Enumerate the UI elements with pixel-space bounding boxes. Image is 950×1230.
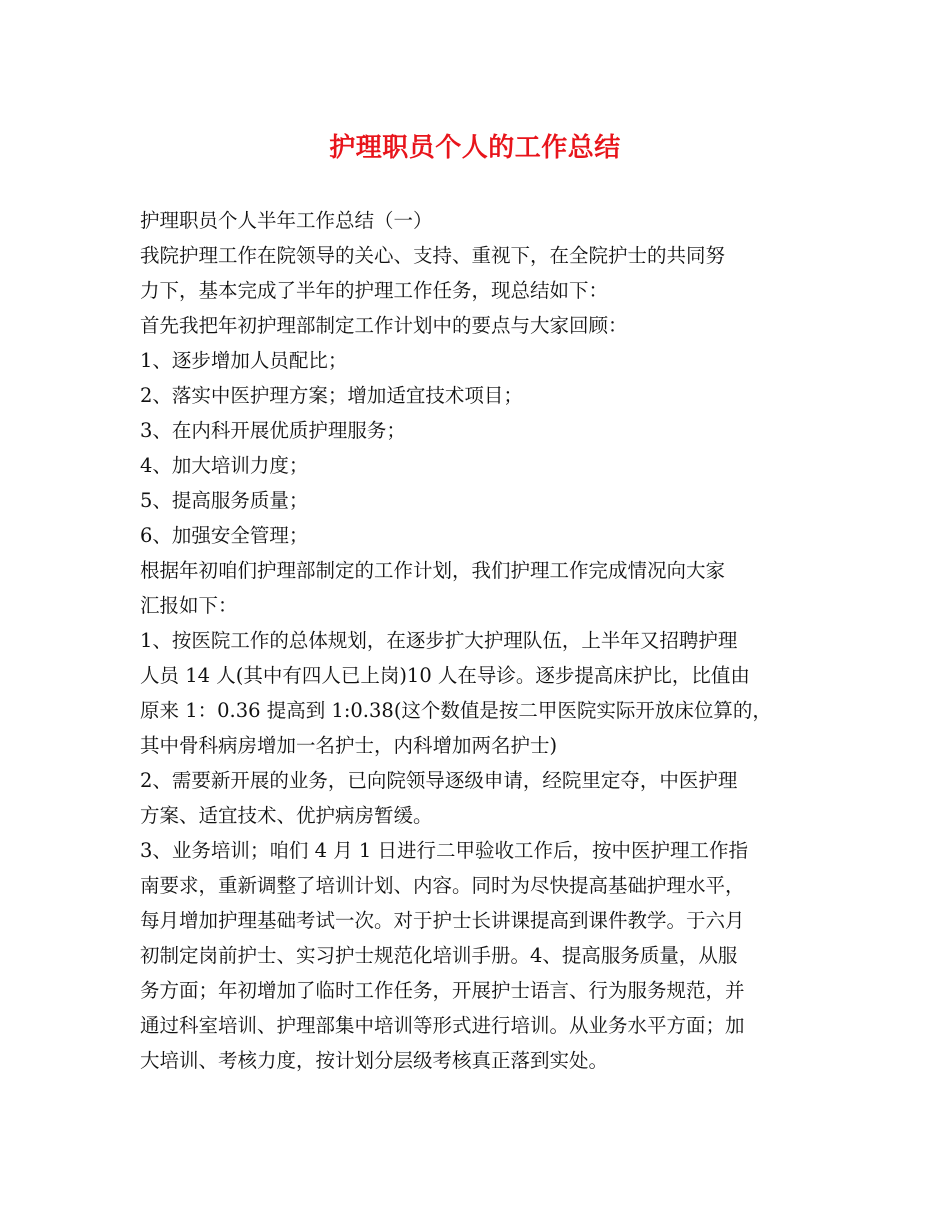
text-line: 2、需要新开展的业务，已向院领导逐级申请，经院里定夺，中医护理 — [140, 769, 738, 792]
text-line: 方案、适宜技术、优护病房暂缓。 — [140, 804, 433, 827]
text-line: 1、按医院工作的总体规划，在逐步扩大护理队伍，上半年又招聘护理 — [140, 629, 738, 652]
text-line: 3、在内科开展优质护理服务； — [140, 419, 406, 442]
text-line: 力下，基本完成了半年的护理工作任务，现总结如下： — [140, 279, 609, 302]
text-line: 3、业务培训；咱们 4 月 1 日进行二甲验收工作后，按中医护理工作指 — [140, 839, 749, 862]
text-line: 大培训、考核力度，按计划分层级考核真正落到实处。 — [140, 1049, 609, 1072]
text-line: 1、逐步增加人员配比； — [140, 349, 348, 372]
text-line: 其中骨科病房增加一名护士，内科增加两名护士) — [140, 734, 558, 757]
text-line: 人员 14 人(其中有四人已上岗)10 人在导诊。逐步提高床护比，比值由 — [140, 664, 750, 687]
text-line: 5、提高服务质量； — [140, 489, 309, 512]
text-line: 2、落实中医护理方案；增加适宜技术项目； — [140, 384, 523, 407]
document-body — [140, 203, 820, 1078]
text-line: 原来 1：0.36 提高到 1:0.38(这个数值是按二甲医院实际开放床位算的， — [140, 699, 772, 722]
text-line: 南要求，重新调整了培训计划、内容。同时为尽快提高基础护理水平， — [140, 874, 745, 897]
text-line: 4、加大培训力度； — [140, 454, 309, 477]
text-line: 通过科室培训、护理部集中培训等形式进行培训。从业务水平方面；加 — [140, 1014, 745, 1037]
text-line: 6、加强安全管理； — [140, 524, 309, 547]
document-title: 护理职员个人的工作总结 — [329, 133, 621, 163]
text-line: 初制定岗前护士、实习护士规范化培训手册。4、提高服务质量，从服 — [140, 944, 738, 967]
text-line: 护理职员个人半年工作总结（一） — [140, 209, 433, 232]
text-line: 务方面；年初增加了临时工作任务，开展护士语言、行为服务规范，并 — [140, 979, 745, 1002]
text-line: 首先我把年初护理部制定工作计划中的要点与大家回顾： — [140, 314, 628, 337]
text-line: 我院护理工作在院领导的关心、支持、重视下，在全院护士的共同努 — [140, 244, 726, 267]
text-line: 每月增加护理基础考试一次。对于护士长讲课提高到课件教学。于六月 — [140, 909, 745, 932]
text-line: 根据年初咱们护理部制定的工作计划，我们护理工作完成情况向大家 — [140, 559, 726, 582]
text-line: 汇报如下： — [140, 594, 238, 617]
